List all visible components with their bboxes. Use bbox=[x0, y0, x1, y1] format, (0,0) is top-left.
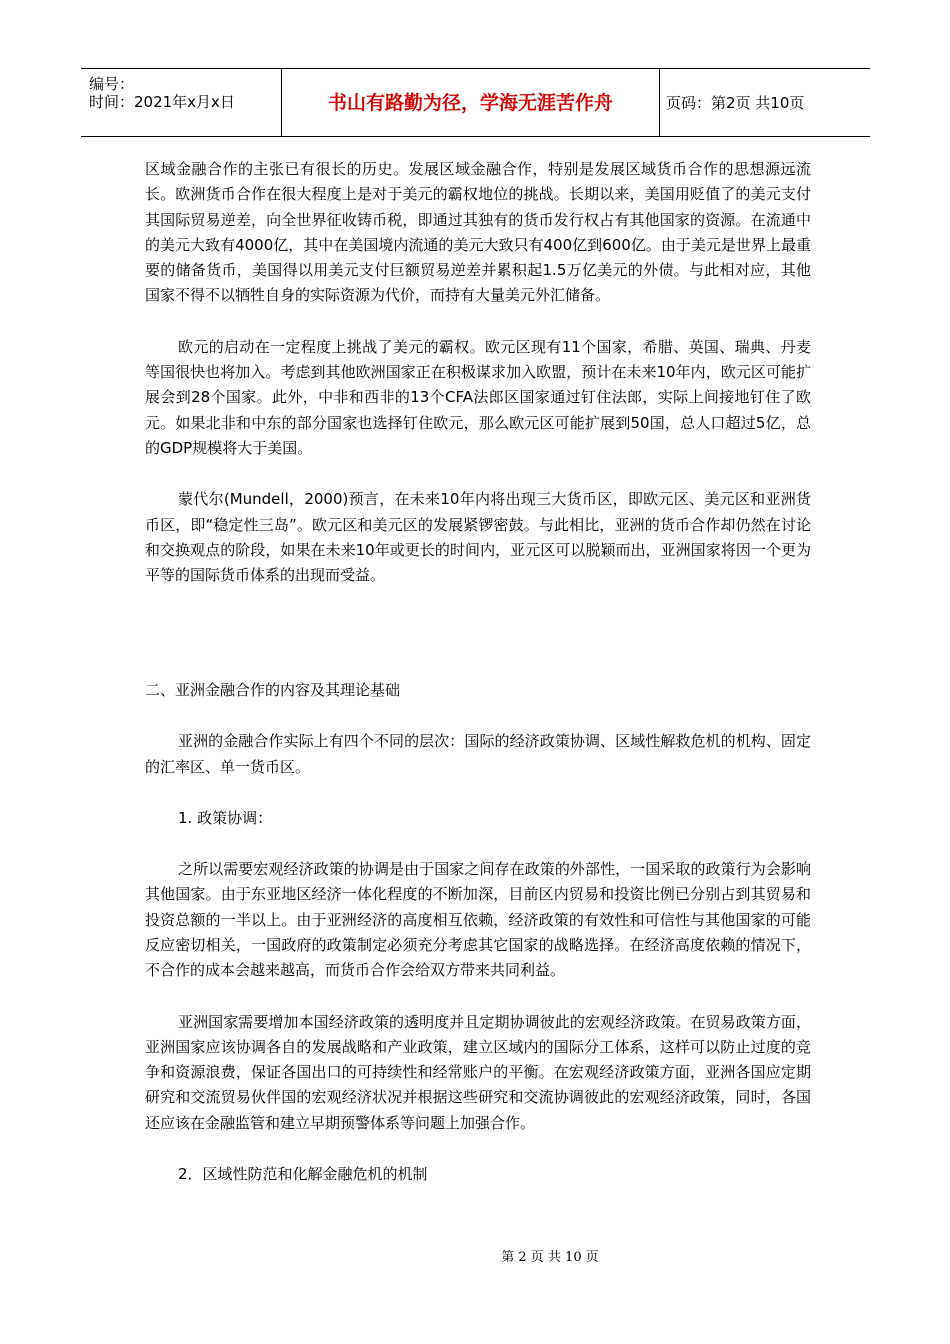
item-1-title: 1. 政策协调： bbox=[178, 809, 273, 828]
page-header bbox=[81, 68, 870, 137]
paragraph-1: 区域金融合作的主张已有很长的历史。发展区域金融合作，特别是发展区域货币合作的思想源远流长。欧洲货币合作在很大程度上是对于美元的霸权地位的挑战。长期以来，美国用贬值了的美元支付其国际贸易逆差，向全世界征收铸币税，即通过其独有的货币发行权占有其他国家的资源。在流通中的美元大致有4000亿，其中在美国境内流通的美元大致只有400亿到600亿。由于美元是世界上最重要的储备货币，美国得以用美元支付巨额贸易逆差并累积起1.5万亿美元的外债。与此相对应，其他国家不得不以牺牲自身的实际资源为代价，而持有大量美元外汇储备。 bbox=[145, 160, 811, 305]
section-2-title: 二、亚洲金融合作的内容及其理论基础 bbox=[145, 681, 401, 700]
page-footer bbox=[0, 1246, 950, 1265]
paragraph-6: 亚洲国家需要增加本国经济政策的透明度并且定期协调彼此的宏观经济政策。在贸易政策方面，亚洲国家应该协调各自的发展战略和产业政策，建立区域内的国际分工体系，这样可以防止过度的竞争和资源浪费，保证各国出口的可持续性和经常账户的平衡。在宏观经济政策方面，亚洲各国应定期研究和交流贸易伙伴国的宏观经济状况并根据这些研究和交流协调彼此的宏观经济政策，同时，各国还应该在金融监管和建立早期预警体系等问题上加强合作。 bbox=[145, 1012, 811, 1132]
header-right-cell bbox=[660, 69, 870, 136]
document-body bbox=[145, 157, 811, 1187]
paragraph-2: 欧元的启动在一定程度上挑战了美元的霸权。欧元区现有11个国家，希腊、英国、瑞典、丹麦等国很快也将加入。考虑到其他欧洲国家正在积极谋求加入欧盟，预计在未来10年内，欧元区可能扩展会到28个国家。此外，中非和西非的13个CFA法郎区国家通过钉住法郎，实际上间接地钉住了欧元。如果北非和中东的部分国家也选择钉住欧元，那么欧元区可能扩展到50国，总人口超过5亿，总的GDP规模将大于美国。 bbox=[145, 337, 811, 457]
page-code: 页码：第2页 共10页 bbox=[666, 94, 805, 112]
header-left-cell bbox=[81, 69, 282, 136]
paragraph-3: 蒙代尔(Mundell，2000)预言，在未来10年内将出现三大货币区，即欧元区、美元区和亚洲货币区，即“稳定性三岛”。欧元区和美元区的发展紧锣密鼓。与此相比，亚洲的货币合作却仍然在讨论和交换观点的阶段，如果在未来10年或更长的时间内，亚元区可以脱颖而出，亚洲国家将因一个更为平等的国际货币体系的出现而受益。 bbox=[145, 490, 811, 585]
item-2-title: 2．区域性防范和化解金融危机的机制 bbox=[178, 1165, 428, 1184]
header-motto-cell bbox=[282, 69, 660, 136]
paragraph-5: 之所以需要宏观经济政策的协调是由于国家之间存在政策的外部性，一国采取的政策行为会影响其他国家。由于东亚地区经济一体化程度的不断加深，目前区内贸易和投资比例已分别占到其贸易和投资总额的一半以上。由于亚洲经济的高度相互依赖，经济政策的有效性和可信性与其他国家的可能反应密切相关，一国政府的政策制定必须充分考虑其它国家的战略选择。在经济高度依赖的情况下，不合作的成本会越来越高，而货币合作会给双方带来共同利益。 bbox=[145, 860, 811, 980]
motto: 书山有路勤为径，学海无涯苦作舟 bbox=[327, 92, 613, 114]
paragraph-4: 亚洲的金融合作实际上有四个不同的层次：国际的经济政策协调、区域性解救危机的机构、固定的汇率区、单一货币区。 bbox=[145, 732, 811, 776]
footer-page-number: 第 2 页 共 10 页 bbox=[501, 1250, 599, 1265]
number-label: 编号： bbox=[89, 75, 135, 93]
time-label: 时间：2021年x月x日 bbox=[89, 93, 235, 111]
